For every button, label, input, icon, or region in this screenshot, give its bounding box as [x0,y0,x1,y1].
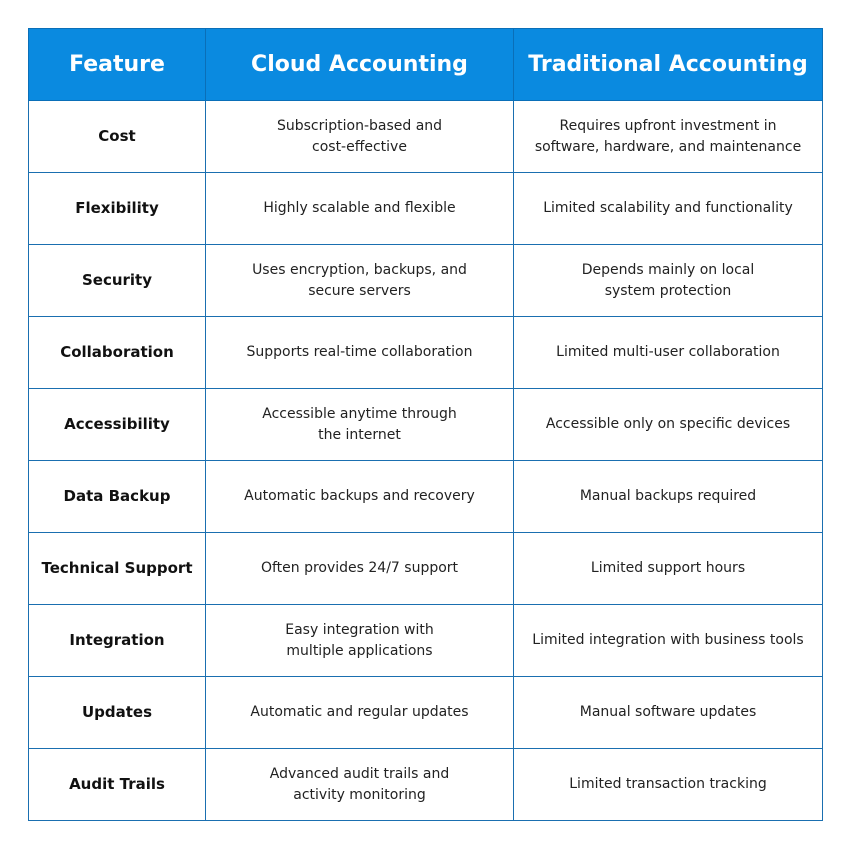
cloud-cell-text: Easy integration with multiple applications [285,621,434,659]
cloud-cell-text: Automatic and regular updates [250,704,469,720]
traditional-cell-text: Limited scalability and functionality [543,200,793,216]
cloud-cell [206,605,514,677]
traditional-cell [514,317,823,389]
table-row [29,749,823,821]
cloud-cell [206,461,514,533]
traditional-cell [514,389,823,461]
comparison-table [28,28,823,821]
cloud-cell [206,317,514,389]
traditional-cell [514,461,823,533]
traditional-cell [514,533,823,605]
feature-cell: Cost [29,101,206,173]
cloud-cell [206,389,514,461]
traditional-cell-text: Accessible only on specific devices [545,416,791,432]
traditional-cell-text: Limited integration with business tools [532,632,804,648]
cloud-cell [206,677,514,749]
feature-cell: Integration [29,605,206,677]
cloud-cell-text: Automatic backups and recovery [244,488,475,504]
table-row [29,245,823,317]
cloud-cell-text: Supports real-time collaboration [246,344,473,360]
table-header-row [29,29,823,101]
comparison-table-container [28,28,822,821]
traditional-cell-text: Limited multi-user collaboration [556,344,780,360]
table-row [29,677,823,749]
cloud-cell [206,101,514,173]
traditional-cell [514,605,823,677]
header-traditional-accounting: Traditional Accounting [514,29,823,101]
table-row [29,101,823,173]
cloud-cell [206,245,514,317]
traditional-cell-text: Manual backups required [579,488,757,504]
traditional-cell [514,173,823,245]
table-row [29,173,823,245]
cloud-cell-text: Highly scalable and flexible [263,200,456,216]
feature-cell: Audit Trails [29,749,206,821]
traditional-cell-text: Depends mainly on local system protection [581,261,755,299]
traditional-cell [514,245,823,317]
feature-cell: Collaboration [29,317,206,389]
traditional-cell-text: Limited transaction tracking [569,776,767,792]
cloud-cell [206,533,514,605]
header-cloud-accounting: Cloud Accounting [206,29,514,101]
feature-cell: Security [29,245,206,317]
header-feature: Feature [29,29,206,101]
table-row [29,461,823,533]
feature-cell: Flexibility [29,173,206,245]
traditional-cell [514,749,823,821]
cloud-cell [206,749,514,821]
table-row [29,389,823,461]
table-row [29,317,823,389]
cloud-cell [206,173,514,245]
cloud-cell-text: Advanced audit trails and activity monitoring [269,765,450,803]
table-row [29,533,823,605]
feature-cell: Data Backup [29,461,206,533]
traditional-cell-text: Manual software updates [579,704,757,720]
traditional-cell-text: Requires upfront investment in software, hardware, and maintenance [534,117,802,155]
cloud-cell-text: Accessible anytime through the internet [262,405,457,443]
traditional-cell [514,101,823,173]
cloud-cell-text: Uses encryption, backups, and secure servers [252,261,467,299]
feature-cell: Technical Support [29,533,206,605]
cloud-cell-text: Subscription-based and cost-effective [276,117,443,155]
cloud-cell-text: Often provides 24/7 support [260,560,459,576]
feature-cell: Accessibility [29,389,206,461]
traditional-cell [514,677,823,749]
table-row [29,605,823,677]
feature-cell: Updates [29,677,206,749]
traditional-cell-text: Limited support hours [590,560,746,576]
